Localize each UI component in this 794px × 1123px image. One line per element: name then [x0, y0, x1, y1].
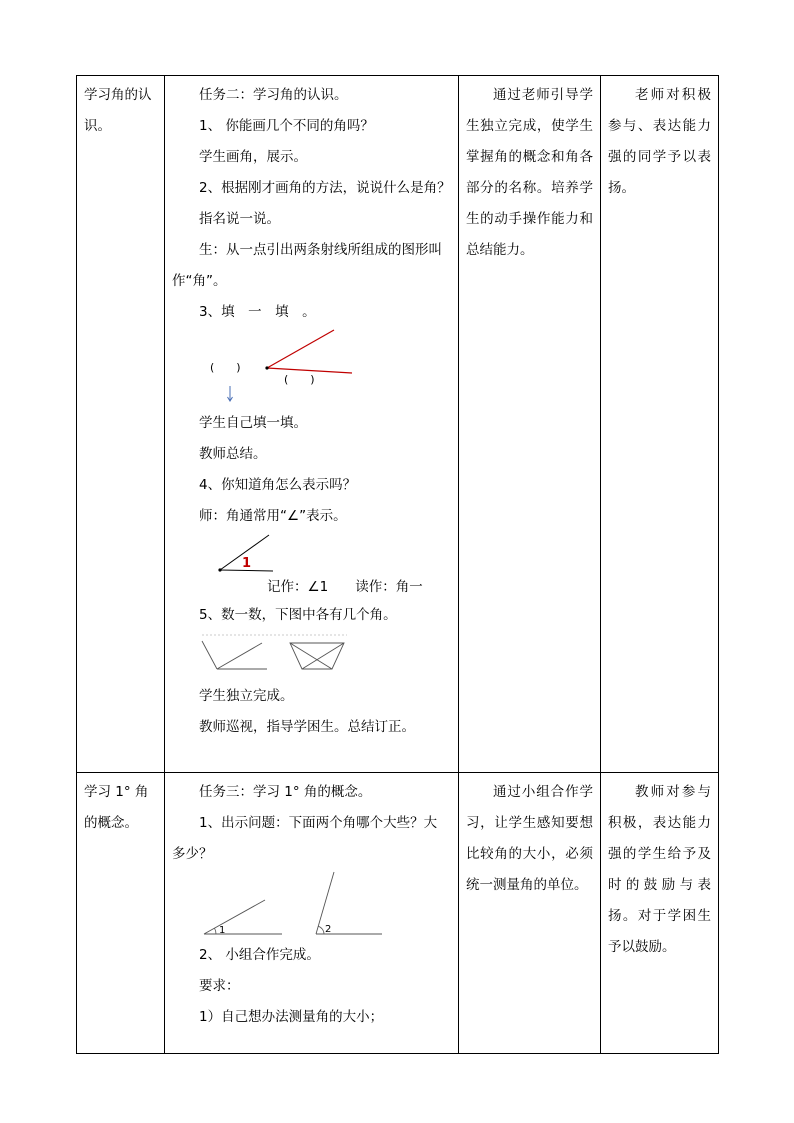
- angle-parts-figure: [172, 328, 452, 408]
- question-2: 2、根据刚才画角的方法，说说什么是角？: [199, 180, 451, 196]
- topic-text: 学习角的认识。: [84, 87, 152, 134]
- table-row: [77, 773, 719, 1054]
- angle-label-1: 1: [219, 925, 226, 936]
- count-angles-figure: [172, 631, 452, 681]
- question-1: 1、出示问题：下面两个角哪个大些？大: [199, 815, 438, 831]
- side-label-blank: ( ): [284, 373, 315, 386]
- table-row: [77, 76, 719, 773]
- question-5: 5、数一数，下图中各有几个角。: [199, 607, 397, 623]
- activity-cell: [165, 76, 459, 773]
- angle-label-1: 1: [242, 556, 252, 571]
- step-text: 师：角通常用“∠”表示。: [199, 508, 347, 524]
- angle-one-figure: [172, 532, 452, 574]
- question-2: 2、 小组合作完成。: [199, 947, 320, 963]
- lesson-plan-table: [76, 75, 719, 1054]
- evaluation-text: 教师对参与积极，表达能力强的学生给予及时的鼓励与表扬。对于学困生予以鼓励。: [608, 784, 711, 955]
- step-text: 学生自己填一填。: [199, 415, 307, 431]
- topic-text: 学习 1° 角的概念。: [84, 784, 149, 831]
- evaluation-cell: [601, 76, 719, 773]
- step-text: 教师巡视，指导学困生。总结订正。: [199, 719, 415, 735]
- step-text: 学生独立完成。: [199, 688, 294, 704]
- evaluation-cell: [601, 773, 719, 1054]
- intent-cell: [459, 773, 601, 1054]
- question-3: 3、填 一 填 。: [199, 304, 316, 320]
- task-title: 任务三：学习 1° 角的概念。: [199, 784, 372, 800]
- intent-cell: [459, 76, 601, 773]
- definition-line-2: 作“角”。: [172, 273, 227, 289]
- definition-line-1: 生：从一点引出两条射线所组成的图形叫: [199, 242, 442, 258]
- intent-text: 通过小组合作学习，让学生感知要想比较角的大小，必须统一测量角的单位。: [466, 784, 593, 893]
- task-title: 任务二：学习角的认识。: [199, 87, 348, 103]
- step-text: 要求：: [199, 978, 240, 994]
- intent-text: 通过老师引导学生独立完成，使学生掌握角的概念和角各部分的名称。培养学生的动手操作能力和总结能力。: [466, 87, 593, 258]
- step-text: 学生画角，展示。: [199, 149, 307, 165]
- compare-angles-figure: [172, 870, 452, 940]
- evaluation-text: 老师对积极参与、表达能力强的同学予以表扬。: [608, 87, 711, 196]
- topic-cell: [77, 773, 165, 1054]
- step-text: 指名说一说。: [199, 211, 280, 227]
- notation-text: 记作：∠1 读作：角一: [267, 579, 423, 595]
- activity-cell: [165, 773, 459, 1054]
- question-1-continued: 多少？: [172, 846, 213, 862]
- question-1: 1、 你能画几个不同的角吗？: [199, 118, 374, 134]
- topic-cell: [77, 76, 165, 773]
- step-text: 1）自己想办法测量角的大小；: [199, 1009, 384, 1025]
- vertex-label-blank: ( ): [210, 361, 241, 374]
- step-text: 教师总结。: [199, 446, 267, 462]
- angle-label-2: 2: [325, 924, 332, 935]
- question-4: 4、你知道角怎么表示吗？: [199, 477, 357, 493]
